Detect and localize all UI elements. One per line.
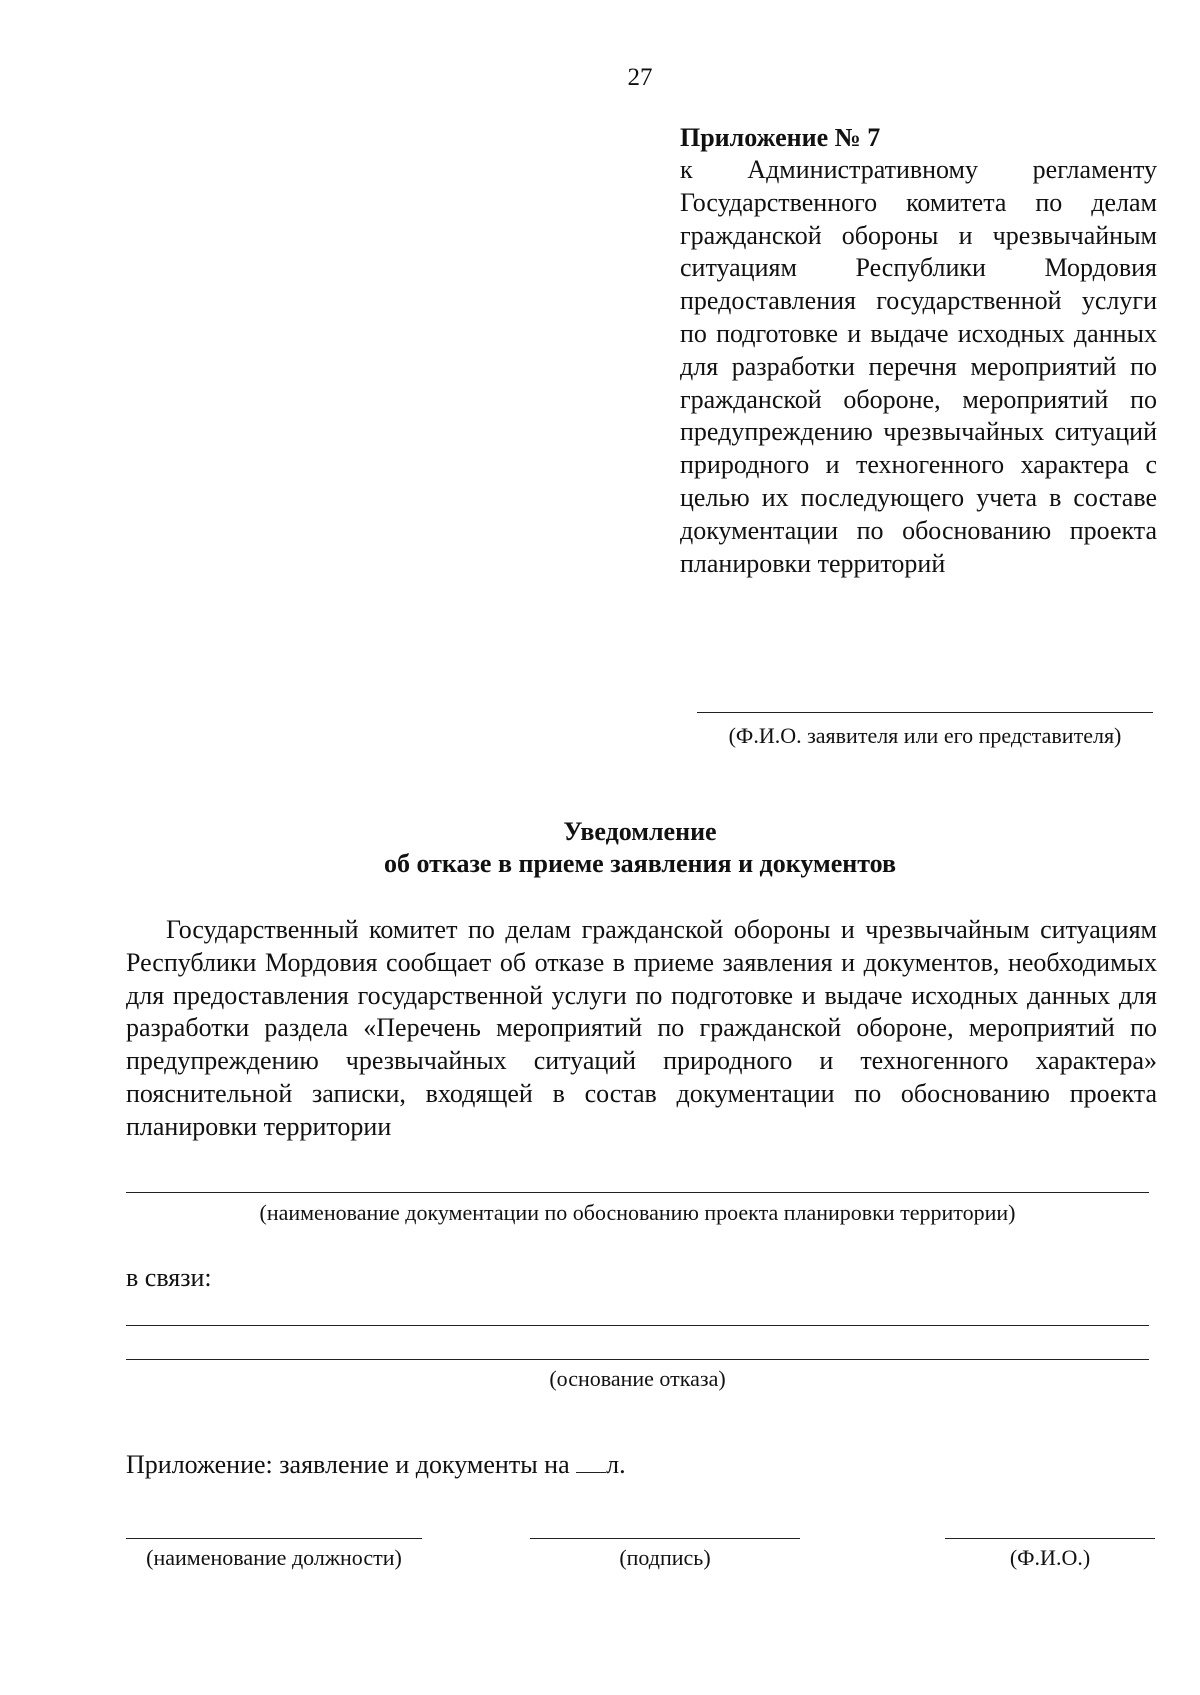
page-count-blank bbox=[576, 1450, 606, 1473]
name-line bbox=[945, 1538, 1155, 1539]
name-caption: (Ф.И.О.) bbox=[1009, 1545, 1091, 1570]
notice-body: Государственный комитет по делам гражданской обороны и чрезвычайным ситуациям Республики Мордовия сообщает об отказе в приеме заявления и документов, необходимых для предоставления государственной услуги по подготовке и выдаче исходных данных для разработки раздела «Перечень мероприятий по гражданской обороне, мероприятий по предупреждению чрезвычайных ситуаций природного и техногенного характера» пояснительной записки, входящей в состав документации по обоснованию проекта планировки территории bbox=[126, 915, 1157, 1141]
applicant-name-caption: (Ф.И.О. заявителя или его представителя) bbox=[728, 723, 1122, 748]
signature-line bbox=[530, 1538, 800, 1539]
applicant-name-field bbox=[697, 712, 1153, 749]
attachment-suffix: л. bbox=[606, 1450, 626, 1479]
appendix-header bbox=[680, 122, 1157, 580]
appendix-body: к Административному регламенту Государственного комитета по делам гражданской обороны и чрезвычайным ситуациям Республики Мордовия предоставления государственной услуги по подготовке и выдаче исходных данных для разработки перечня мероприятий по гражданской обороне, мероприятий по предупреждению чрезвычайных ситуаций природного и техногенного характера с целью их последующего учета в составе документации по обоснованию проекта планировки территорий bbox=[680, 155, 1157, 578]
notice-title-line2: об отказе в приеме заявления и документов bbox=[383, 849, 897, 878]
attachment-line bbox=[126, 1450, 626, 1480]
attachment-prefix: Приложение: заявление и документы на bbox=[126, 1450, 570, 1479]
notice-title-line1: Уведомление bbox=[563, 817, 717, 846]
signature-caption: (подпись) bbox=[619, 1545, 711, 1570]
documentation-name-line bbox=[126, 1192, 1149, 1193]
notice-title bbox=[0, 816, 1200, 880]
reason-line-2 bbox=[126, 1359, 1149, 1360]
reason-line-1 bbox=[126, 1325, 1149, 1326]
documentation-name-caption: (наименование документации по обоснованию проекта планировки территории) bbox=[259, 1200, 1016, 1225]
reason-label: в связи: bbox=[126, 1263, 212, 1292]
page-number: 27 bbox=[627, 64, 653, 91]
position-line bbox=[126, 1538, 422, 1539]
position-caption: (наименование должности) bbox=[146, 1545, 402, 1570]
applicant-name-line bbox=[697, 712, 1153, 713]
appendix-title: Приложение № 7 bbox=[680, 123, 881, 152]
reason-caption: (основание отказа) bbox=[549, 1366, 726, 1391]
